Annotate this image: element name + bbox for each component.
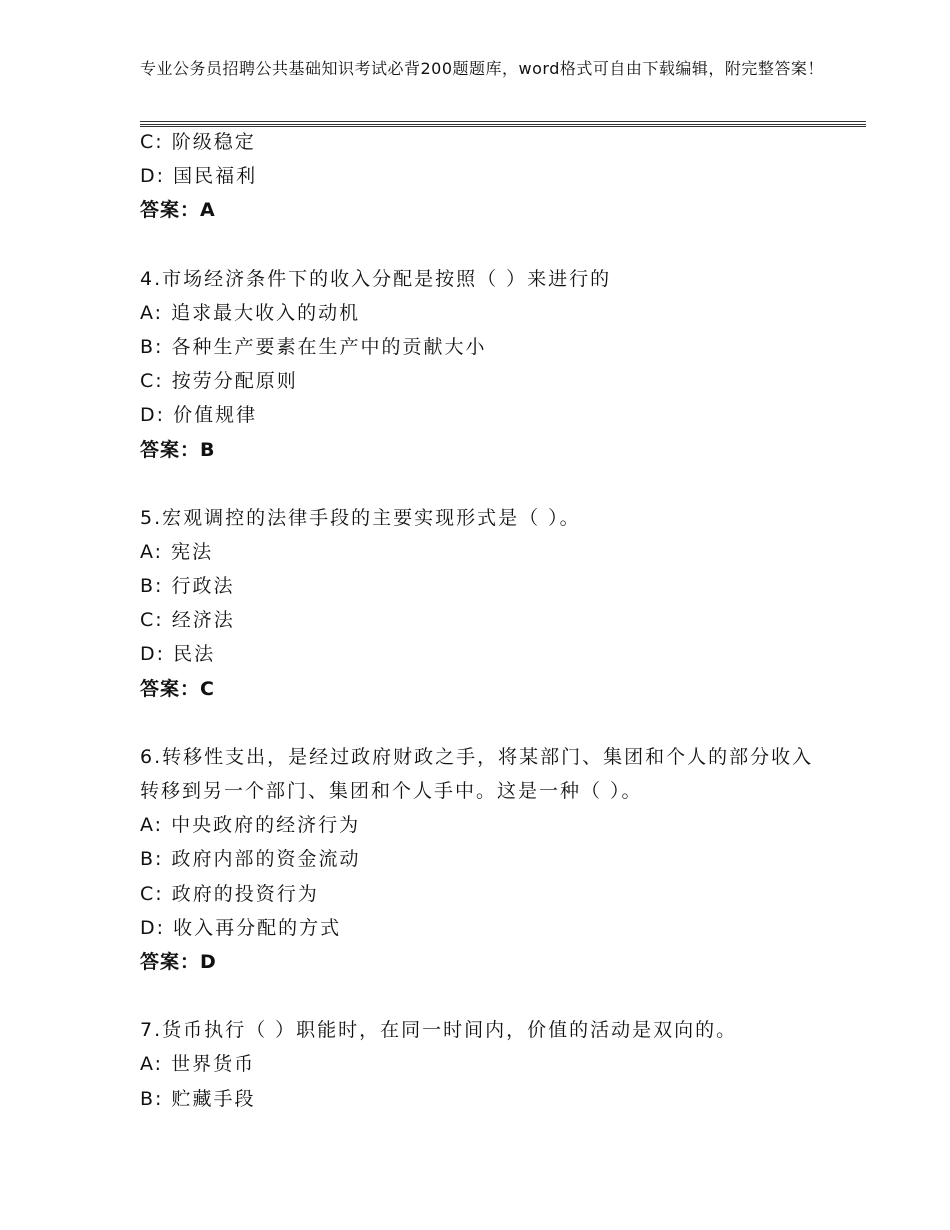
document-body [140,125,830,1116]
question-5 [140,501,830,706]
question-stem: 6.转移性支出，是经过政府财政之手，将某部门、集团和个人的部分收入转移到另一个部门、集团和个人手中。这是一种（ ）。 [140,745,814,803]
answer-label: 答案：A [140,199,216,222]
option-a: A: 世界货币 [140,1053,256,1076]
option-b: B: 政府内部的资金流动 [140,848,361,871]
document-header: 专业公务员招聘公共基础知识考试必背200题题库，word格式可自由下载编辑，附完整答案！ [140,59,824,78]
question-4 [140,262,830,467]
option-a: A: 追求最大收入的动机 [140,301,361,324]
option-d: D: 国民福利 [140,165,258,188]
question-6 [140,740,830,979]
answer-label: 答案：D [140,951,217,973]
question-3-continued [140,125,830,228]
option-c: C: 经济法 [140,609,235,632]
option-d: D: 收入再分配的方式 [140,916,342,939]
question-stem: 5.宏观调控的法律手段的主要实现形式是（ ）。 [140,506,581,529]
option-d: D: 民法 [140,643,216,666]
option-b: B: 贮藏手段 [140,1087,256,1110]
question-stem: 7.货币执行（ ）职能时，在同一时间内，价值的活动是双向的。 [140,1019,738,1042]
answer-label: 答案：B [140,438,216,461]
option-a: A: 中央政府的经济行为 [140,814,361,837]
option-c: C: 按劳分配原则 [140,370,298,393]
header-rule-top [140,121,866,122]
option-c: C: 政府的投资行为 [140,882,319,905]
option-a: A: 宪法 [140,540,214,563]
option-b: B: 行政法 [140,575,235,598]
option-b: B: 各种生产要素在生产中的贡献大小 [140,335,487,358]
question-7 [140,1013,830,1116]
question-stem: 4.市场经济条件下的收入分配是按照（ ）来进行的 [140,267,612,290]
answer-label: 答案：C [140,677,215,700]
option-c: C: 阶级稳定 [140,131,256,153]
option-d: D: 价值规律 [140,404,258,427]
